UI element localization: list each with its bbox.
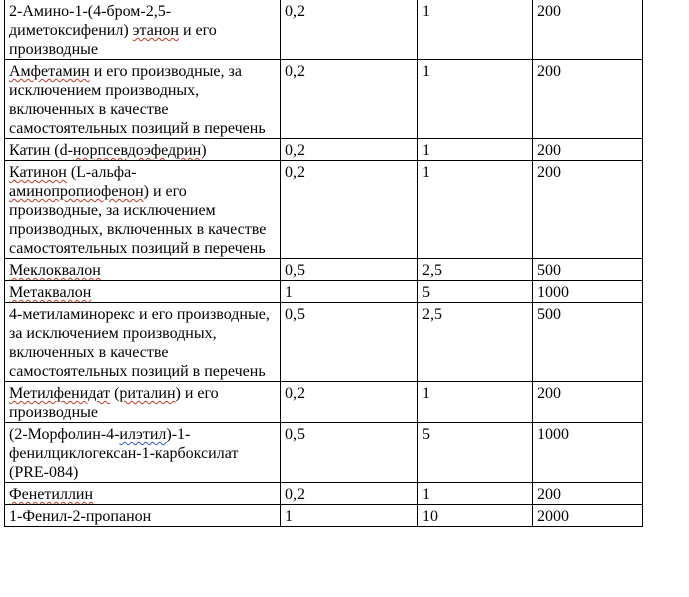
substance-name-part: и его производные, за исключением производных, включенных в качестве самостоятельных позиций в перечень bbox=[9, 63, 266, 137]
table-row bbox=[5, 303, 643, 382]
substance-name-part: илэтил bbox=[119, 426, 167, 443]
substance-name-part: норпсевдоэфедрин bbox=[72, 142, 202, 159]
value-cell-c3: 1 bbox=[418, 139, 533, 161]
value-cell-c4: 1000 bbox=[533, 423, 643, 483]
value-cell-c2: 0,5 bbox=[281, 303, 418, 382]
substance-name-part: Метилфенидат bbox=[9, 385, 111, 402]
substance-name-part: Амфетамин bbox=[9, 63, 90, 80]
substance-name-cell bbox=[5, 161, 281, 259]
value-cell-c2: 0,2 bbox=[281, 483, 418, 505]
table-row bbox=[5, 259, 643, 281]
value-cell-c3: 2,5 bbox=[418, 303, 533, 382]
value-cell-c2: 0,2 bbox=[281, 139, 418, 161]
table-row bbox=[5, 505, 643, 527]
substance-name-part: (L-альфа- bbox=[66, 164, 137, 181]
table-row bbox=[5, 139, 643, 161]
substance-name-part: (2-Морфолин-4- bbox=[9, 426, 120, 443]
value-cell-c4: 200 bbox=[533, 60, 643, 139]
substance-name-part: этанон bbox=[132, 22, 179, 39]
value-cell-c3: 1 bbox=[418, 60, 533, 139]
substances-table bbox=[4, 0, 643, 527]
table-row bbox=[5, 483, 643, 505]
value-cell-c2: 0,2 bbox=[281, 382, 418, 423]
substance-name-part: ) bbox=[201, 142, 207, 159]
table-row bbox=[5, 423, 643, 483]
value-cell-c3: 5 bbox=[418, 281, 533, 303]
substance-name-cell bbox=[5, 505, 281, 527]
substance-name-part: )-1-фенилциклогексан-1-карбоксилат (PRE-084) bbox=[9, 426, 239, 481]
value-cell-c3: 10 bbox=[418, 505, 533, 527]
value-cell-c4: 1000 bbox=[533, 281, 643, 303]
substance-name-part: Катин (d- bbox=[9, 142, 73, 159]
substance-name-part: ) и его производные bbox=[9, 385, 219, 421]
substance-name-part: 2-Амино-1-(4-бром-2,5-диметоксифенил) bbox=[9, 3, 172, 39]
value-cell-c3: 1 bbox=[418, 0, 533, 60]
value-cell-c4: 200 bbox=[533, 0, 643, 60]
table-row bbox=[5, 382, 643, 423]
value-cell-c2: 1 bbox=[281, 505, 418, 527]
value-cell-c2: 0,5 bbox=[281, 259, 418, 281]
substance-name-part: Фенетиллин bbox=[9, 486, 94, 503]
value-cell-c2: 0,2 bbox=[281, 0, 418, 60]
substance-name-cell bbox=[5, 382, 281, 423]
value-cell-c4: 200 bbox=[533, 161, 643, 259]
substance-name-part: Метаквалон bbox=[9, 284, 92, 301]
substance-name-part: аминопропиофенон bbox=[9, 183, 144, 200]
table-row bbox=[5, 281, 643, 303]
substance-name-part: 1-Фенил-2-пропанон bbox=[9, 508, 152, 525]
substance-name-cell bbox=[5, 139, 281, 161]
substance-name-cell bbox=[5, 483, 281, 505]
substance-name-part: и его производные bbox=[9, 22, 217, 58]
value-cell-c3: 5 bbox=[418, 423, 533, 483]
value-cell-c4: 500 bbox=[533, 259, 643, 281]
substance-name-part: риталин bbox=[119, 385, 176, 402]
table-row bbox=[5, 161, 643, 259]
substance-name-part: 4-метиламинорекс и его производные, за исключением производных, включенных в качестве самостоятельных позиций в перечень bbox=[9, 306, 270, 380]
value-cell-c2: 0,2 bbox=[281, 60, 418, 139]
table-row bbox=[5, 60, 643, 139]
substance-name-cell bbox=[5, 0, 281, 60]
value-cell-c2: 1 bbox=[281, 281, 418, 303]
value-cell-c4: 500 bbox=[533, 303, 643, 382]
value-cell-c4: 2000 bbox=[533, 505, 643, 527]
table-row bbox=[5, 0, 643, 60]
value-cell-c3: 1 bbox=[418, 483, 533, 505]
value-cell-c2: 0,5 bbox=[281, 423, 418, 483]
value-cell-c4: 200 bbox=[533, 382, 643, 423]
value-cell-c4: 200 bbox=[533, 139, 643, 161]
value-cell-c3: 2,5 bbox=[418, 259, 533, 281]
substance-name-part: Меклоквалон bbox=[9, 262, 101, 279]
value-cell-c4: 200 bbox=[533, 483, 643, 505]
substances-table-body bbox=[5, 0, 643, 527]
value-cell-c3: 1 bbox=[418, 161, 533, 259]
substance-name-part: ) и его производные, за исключением производных, включенных в качестве самостоятельных позиций в перечень bbox=[9, 183, 267, 257]
substance-name-part: ( bbox=[110, 385, 120, 402]
substance-name-cell bbox=[5, 281, 281, 303]
substance-name-cell bbox=[5, 303, 281, 382]
substance-name-cell bbox=[5, 423, 281, 483]
value-cell-c2: 0,2 bbox=[281, 161, 418, 259]
substance-name-part: Катинон bbox=[9, 164, 67, 181]
value-cell-c3: 1 bbox=[418, 382, 533, 423]
substance-name-cell bbox=[5, 60, 281, 139]
substance-name-cell bbox=[5, 259, 281, 281]
